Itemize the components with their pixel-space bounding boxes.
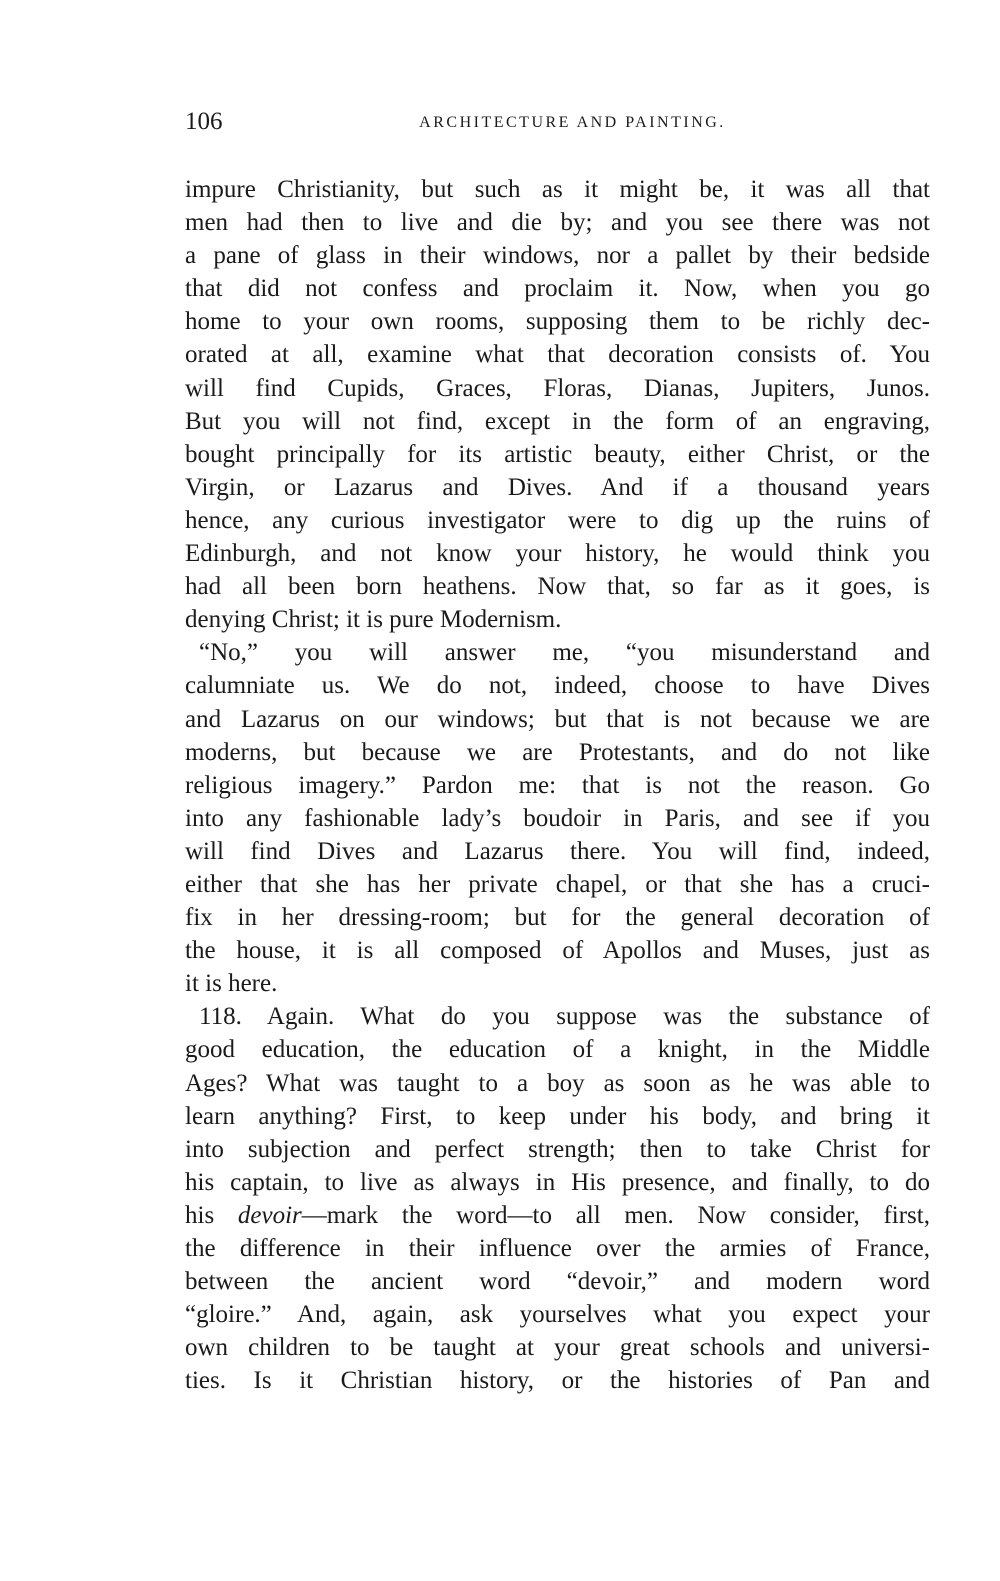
text-line: into subjection and perfect strength; then to take Christ for xyxy=(185,1135,930,1163)
running-header xyxy=(185,108,930,142)
text-line: 118. Again. What do you suppose was the substance of xyxy=(199,1003,930,1031)
text-line: “gloire.” And, again, ask yourselves what you expect your xyxy=(185,1301,930,1329)
text-segment: —mark the word—to all men. Now consider, first, xyxy=(301,1201,930,1229)
text-line: calumniate us. We do not, indeed, choose to have Dives xyxy=(185,672,930,700)
text-line: moderns, but because we are Protestants, and do not like xyxy=(185,738,930,766)
text-line: Ages? What was taught to a boy as soon as he was able to xyxy=(185,1069,930,1097)
text-line: his captain, to live as always in His presence, and finally, to do xyxy=(185,1168,930,1196)
text-line: men had then to live and die by; and you see there was not xyxy=(185,209,930,237)
text-line: it is here. xyxy=(185,970,278,998)
text-line: home to your own rooms, supposing them to be richly dec- xyxy=(185,308,930,336)
text-line: “No,” you will answer me, “you misunderstand and xyxy=(199,639,930,667)
text-line: into any fashionable lady’s boudoir in Paris, and see if you xyxy=(185,804,930,832)
text-line: will find Dives and Lazarus there. You will find, indeed, xyxy=(185,837,930,865)
page-body-text xyxy=(185,173,930,1397)
text-line xyxy=(185,1199,930,1232)
text-line: and Lazarus on our windows; but that is not because we are xyxy=(185,705,930,733)
text-line: between the ancient word “devoir,” and modern word xyxy=(185,1268,930,1296)
text-line: that did not confess and proclaim it. Now, when you go xyxy=(185,275,930,303)
text-line: Virgin, or Lazarus and Dives. And if a thousand years xyxy=(185,473,930,501)
text-line: had all been born heathens. Now that, so far as it goes, is xyxy=(185,573,930,601)
text-segment: his xyxy=(185,1201,238,1229)
text-line: But you will not find, except in the form of an engraving, xyxy=(185,407,930,435)
text-line: ties. Is it Christian history, or the histories of Pan and xyxy=(185,1367,930,1395)
text-line: bought principally for its artistic beauty, either Christ, or the xyxy=(185,440,930,468)
text-line: hence, any curious investigator were to dig up the ruins of xyxy=(185,506,930,534)
text-line: will find Cupids, Graces, Floras, Dianas, Jupiters, Junos. xyxy=(185,374,930,402)
text-line: orated at all, examine what that decoration consists of. You xyxy=(185,341,930,369)
text-line: good education, the education of a knight, in the Middle xyxy=(185,1036,930,1064)
text-line: the house, it is all composed of Apollos and Muses, just as xyxy=(185,937,930,965)
page-number: 106 xyxy=(185,108,223,135)
text-line: the difference in their influence over the armies of France, xyxy=(185,1235,930,1262)
text-line: learn anything? First, to keep under his body, and bring it xyxy=(185,1102,930,1130)
text-line: Edinburgh, and not know your history, he would think you xyxy=(185,540,930,568)
text-line: denying Christ; it is pure Modernism. xyxy=(185,606,562,634)
italic-word: devoir xyxy=(237,1201,302,1229)
running-title: ARCHITECTURE AND PAINTING. xyxy=(419,114,726,131)
text-line: fix in her dressing-room; but for the general decoration of xyxy=(185,904,930,932)
text-line: either that she has her private chapel, or that she has a cruci- xyxy=(185,870,930,898)
text-line: impure Christianity, but such as it might be, it was all that xyxy=(185,176,930,203)
text-line: a pane of glass in their windows, nor a pallet by their bedside xyxy=(185,242,930,270)
text-line: own children to be taught at your great schools and universi- xyxy=(185,1334,930,1362)
text-line: religious imagery.” Pardon me: that is not the reason. Go xyxy=(185,771,930,799)
